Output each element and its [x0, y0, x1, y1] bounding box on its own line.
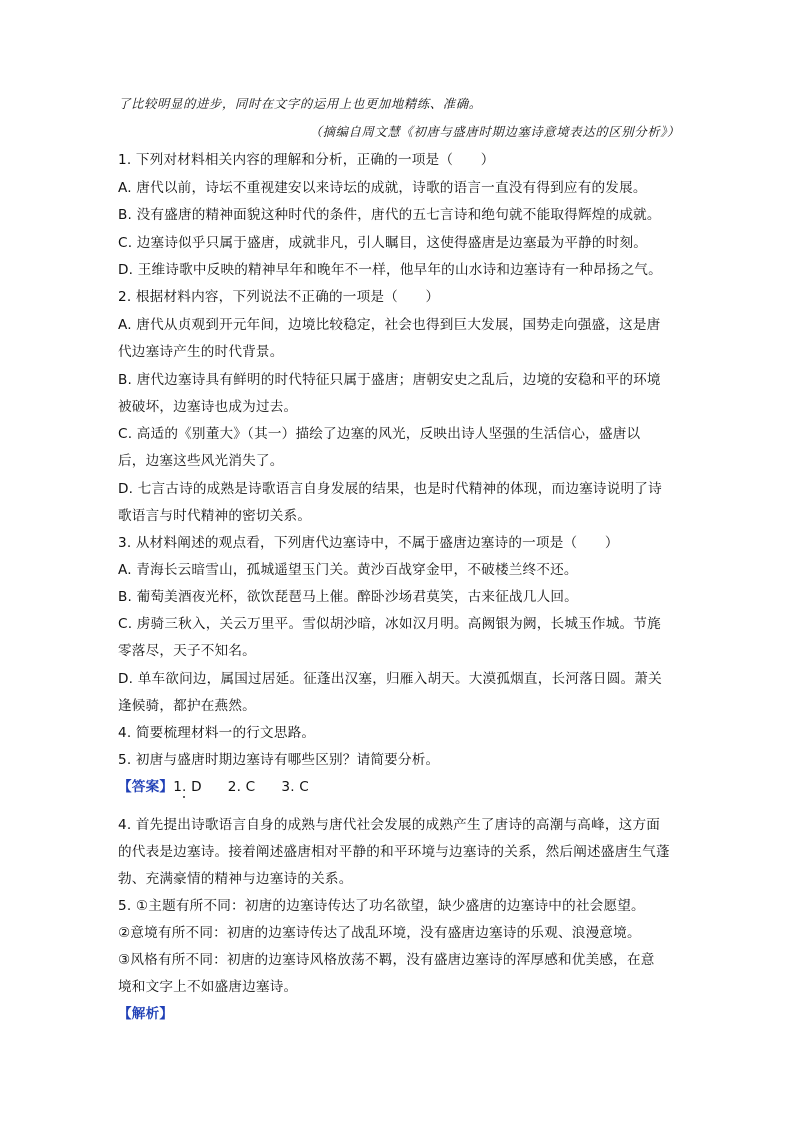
question-1-option-a: A. 唐代以前，诗坛不重视建安以来诗坛的成就，诗歌的语言一直没有得到应有的发展。 — [118, 180, 647, 196]
answer-item-2: 2. C — [227, 779, 256, 795]
question-2-option-d-line1: D. 七言古诗的成熟是诗歌语言自身发展的结果，也是时代精神的体现，而边塞诗说明了诗 — [118, 481, 662, 497]
question-2-option-b-line1: B. 唐代边塞诗具有鲜明的时代特征只属于盛唐；唐朝安史之乱后，边境的安稳和平的环境 — [118, 372, 661, 388]
question-2-option-c-line1: C. 高适的《别董大》（其一）描绘了边塞的风光，反映出诗人坚强的生活信心，盛唐以 — [118, 426, 641, 442]
question-4-stem: 4. 简要梳理材料一的行文思路。 — [118, 725, 316, 741]
question-2-option-b-line2: 被破坏，边塞诗也成为过去。 — [118, 399, 298, 415]
question-2-option-d-line2: 歌语言与时代精神的密切关系。 — [118, 508, 312, 524]
question-3-option-d-line2: 逢候骑，都护在燕然。 — [118, 698, 256, 714]
question-2-stem: 2. 根据材料内容，下列说法不正确的一项是（ ） — [118, 289, 440, 305]
question-1-option-d: D. 王维诗歌中反映的精神早年和晚年不一样，他早年的山水诗和边塞诗有一种昂扬之气。 — [118, 262, 662, 278]
question-2-option-c-line2: 后，边塞这些风光消失了。 — [118, 453, 284, 469]
answer-row — [118, 777, 688, 797]
question-3-option-b: B. 葡萄美酒夜光杯，欲饮琵琶马上催。醉卧沙场君莫笑，古来征战几人回。 — [118, 589, 578, 605]
question-1-stem: 1. 下列对材料相关内容的理解和分析，正确的一项是（ ） — [118, 152, 495, 168]
answer-4-line1: 4. 首先提出诗歌语言自身的成熟与唐代社会发展的成熟产生了唐诗的高潮与高峰，这方面 — [118, 817, 661, 833]
answer-item-1: 1. D — [173, 779, 202, 795]
answer-5-line1: 5. ①主题有所不同：初唐的边塞诗传达了功名欲望，缺少盛唐的边塞诗中的社会愿望。 — [118, 898, 645, 914]
question-3-option-c-line2: 零落尽，天子不知名。 — [118, 643, 256, 659]
answer-label: 【答案】 — [118, 779, 174, 795]
answer-5-line4: 境和文字上不如盛唐边塞诗。 — [118, 979, 298, 995]
answer-item-3: 3. C — [281, 779, 309, 795]
intro-tail-line: 了比较明显的进步，同时在文字的运用上也更加地精练、准确。 — [118, 96, 482, 111]
question-3-option-a: A. 青海长云暗雪山，孤城遥望玉门关。黄沙百战穿金甲，不破楼兰终不还。 — [118, 562, 578, 578]
question-1-option-c: C. 边塞诗似乎只属于盛唐，成就非凡，引人瞩目，这使得盛唐是边塞最为平静的时刻。 — [118, 235, 648, 251]
analysis-label: 【解析】 — [118, 1006, 174, 1022]
question-3-stem: 3. 从材料阐述的观点看，下列唐代边塞诗中，不属于盛唐边塞诗的一项是（ ） — [118, 535, 619, 551]
answer-5-line2: ②意境有所不同：初唐的边塞诗传达了战乱环境，没有盛唐边塞诗的乐观、浪漫意境。 — [118, 925, 641, 941]
question-3-option-d-line1: D. 单车欲问边，属国过居延。征蓬出汉塞，归雁入胡天。大漠孤烟直，长河落日圆。萧关 — [118, 671, 662, 687]
question-5-stem: 5. 初唐与盛唐时期边塞诗有哪些区别？请简要分析。 — [118, 752, 440, 768]
question-2-option-a-line1: A. 唐代从贞观到开元年间，边境比较稳定，社会也得到巨大发展，国势走向强盛，这是唐 — [118, 317, 661, 333]
source-citation: （摘编自周文慧《初唐与盛唐时期边塞诗意境表达的区别分析》） — [309, 124, 680, 139]
answer-4-line3: 勃、充满豪情的精神与边塞诗的关系。 — [118, 871, 353, 887]
answer-5-line3: ③风格有所不同：初唐的边塞诗风格放荡不羁，没有盛唐边塞诗的浑厚感和优美感，在意 — [118, 952, 655, 968]
answer-4-line2: 的代表是边塞诗。接着阐述盛唐相对平静的和平环境与边塞诗的关系，然后阐述盛唐生气蓬 — [118, 844, 670, 860]
question-3-option-c-line1: C. 虏骑三秋入，关云万里平。雪似胡沙暗，冰如汉月明。高阙银为阙，长城玉作城。节旄 — [118, 616, 661, 632]
stray-dot — [183, 796, 185, 798]
question-1-option-b: B. 没有盛唐的精神面貌这种时代的条件，唐代的五七言诗和绝句就不能取得辉煌的成就。 — [118, 207, 661, 223]
question-2-option-a-line2: 代边塞诗产生的时代背景。 — [118, 344, 284, 360]
